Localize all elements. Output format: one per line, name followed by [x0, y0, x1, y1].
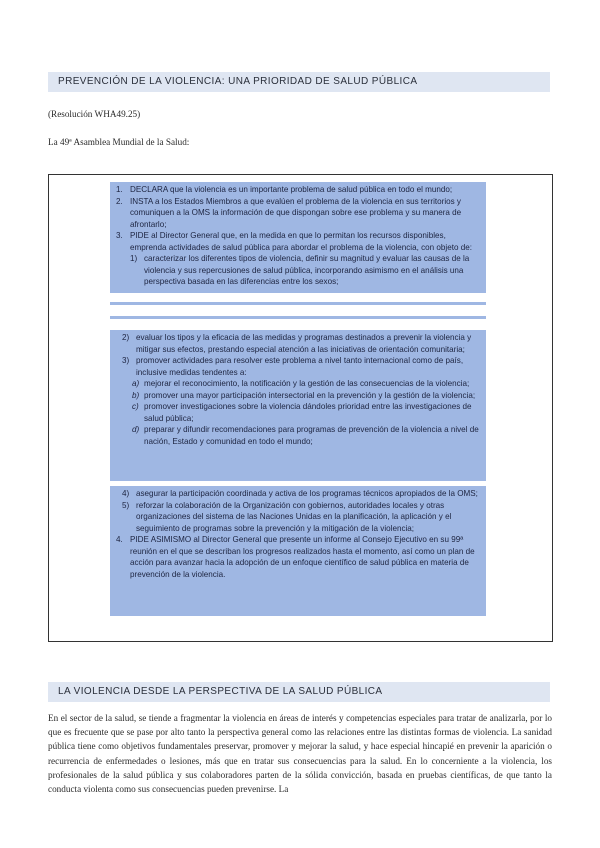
- item-number: 2.: [116, 196, 123, 206]
- assembly-intro: La 49ª Asamblea Mundial de la Salud:: [48, 137, 190, 147]
- resolution-item: [116, 196, 480, 231]
- resolution-block-3: [110, 486, 486, 616]
- resolution-item: [116, 230, 480, 253]
- item-text: PIDE ASIMISMO al Director General que presente un informe al Consejo Ejecutivo en su 99ª reunión en el que se describan los progresos realizados hasta el momento, así como un plan de acción para avanzar hacia la adopción de un enfoque científico de salud pública en materia de prevención de la violencia.: [130, 535, 475, 579]
- divider: [110, 302, 486, 305]
- section-heading-public-health: LA VIOLENCIA DESDE LA PERSPECTIVA DE LA SALUD PÚBLICA: [48, 682, 550, 702]
- resolution-subitem: [116, 355, 480, 378]
- item-text: INSTA a los Estados Miembros a que evalúen el problema de la violencia en sus territorios y comuniquen a la OMS la información de que dispongan sobre ese problema y su manera de afrontarlo;: [130, 196, 462, 229]
- item-letter: b): [132, 390, 140, 400]
- item-number: 1): [130, 254, 138, 263]
- resolution-block-1: [110, 182, 486, 293]
- item-text: promover actividades para resolver este problema a nivel tanto internacional como de país, inclusive medidas tendentes a:: [136, 356, 464, 377]
- resolution-letter-item: [116, 390, 480, 402]
- item-number: 3.: [116, 231, 123, 240]
- item-number: 3): [122, 356, 130, 365]
- item-text: DECLARA que la violencia es un importante problema de salud pública en todo el mundo;: [130, 185, 453, 194]
- item-number: 4): [122, 489, 130, 498]
- item-letter: c): [132, 402, 139, 411]
- item-letter: d): [132, 425, 140, 434]
- resolution-subitem: [116, 500, 480, 535]
- item-text: mejorar el reconocimiento, la notificación y la gestión de las consecuencias de la violencia;: [144, 379, 470, 388]
- resolution-letter-item: [116, 378, 480, 390]
- item-text: promover investigaciones sobre la violencia dándoles prioridad entre las investigaciones de salud pública;: [144, 402, 472, 423]
- resolution-block-2: [110, 330, 486, 481]
- body-paragraph: En el sector de la salud, se tiende a fragmentar la violencia en áreas de interés y competencias especiales para tratar de analizarla, por lo que es frecuente que se pase por alto tanto la perspectiva general como las relaciones entre las distintas formas de violencia. La sanidad pública tiene como objetivos fundamentales preservar, promover y mejorar la salud, y hace especial hincapié en prevenir la aparición o recurrencia de enfermedades o lesiones, más que en tratar sus consecuencias para la salud. En lo concerniente a la violencia, los profesionales de la salud pública y sus colaboradores parten de la sólida convicción, basada en pruebas científicas, de que tanto la conducta violenta como sus consecuencias pueden prevenirse. La: [48, 713, 552, 795]
- item-text: PIDE al Director General que, en la medida en que lo permitan los recursos disponibles, emprenda actividades de salud pública para abordar el problema de la violencia, con objeto de:: [130, 231, 472, 252]
- item-text: promover una mayor participación intersectorial en la prevención y la gestión de la violencia;: [144, 390, 476, 400]
- item-letter: a): [132, 379, 140, 388]
- resolution-item: [116, 534, 480, 580]
- section-heading-prevention: PREVENCIÓN DE LA VIOLENCIA: UNA PRIORIDAD DE SALUD PÚBLICA: [48, 72, 550, 92]
- item-number: 4.: [116, 535, 123, 544]
- resolution-letter-item: [116, 401, 480, 424]
- resolution-reference: (Resolución WHA49.25): [48, 109, 141, 119]
- resolution-subitem: [116, 488, 480, 500]
- item-text: preparar y difundir recomendaciones para programas de prevención de la violencia a nivel de nación, Estado y comunidad en todo el mundo;: [144, 425, 479, 446]
- divider: [110, 316, 486, 319]
- item-text: caracterizar los diferentes tipos de violencia, definir su magnitud y evaluar las causas de la violencia y sus repercusiones de salud pública, incorporando asimismo en el análisis una perspectiva basada en las diferencias entre los sexos;: [144, 254, 470, 286]
- resolution-subitem: [116, 332, 480, 355]
- resolution-subitem: [116, 253, 480, 288]
- item-text: asegurar la participación coordinada y activa de los programas técnicos apropiados de la OMS;: [136, 489, 478, 498]
- item-number: 5): [122, 500, 130, 510]
- resolution-letter-item: [116, 424, 480, 447]
- item-text: evaluar los tipos y la eficacia de las medidas y programas destinados a prevenir la violencia y mitigar sus efectos, prestando especial atención a las iniciativas de orientación comunitaria;: [136, 333, 472, 354]
- resolution-item: [116, 184, 480, 196]
- item-number: 1.: [116, 185, 123, 194]
- item-text: reforzar la colaboración de la Organización con gobiernos, autoridades locales y otras organizaciones del sistema de las Naciones Unidas en la planificación, la aplicación y el seguimiento de programas sobre la prevención y la mitigación de la violencia;: [136, 500, 452, 533]
- item-number: 2): [122, 333, 130, 342]
